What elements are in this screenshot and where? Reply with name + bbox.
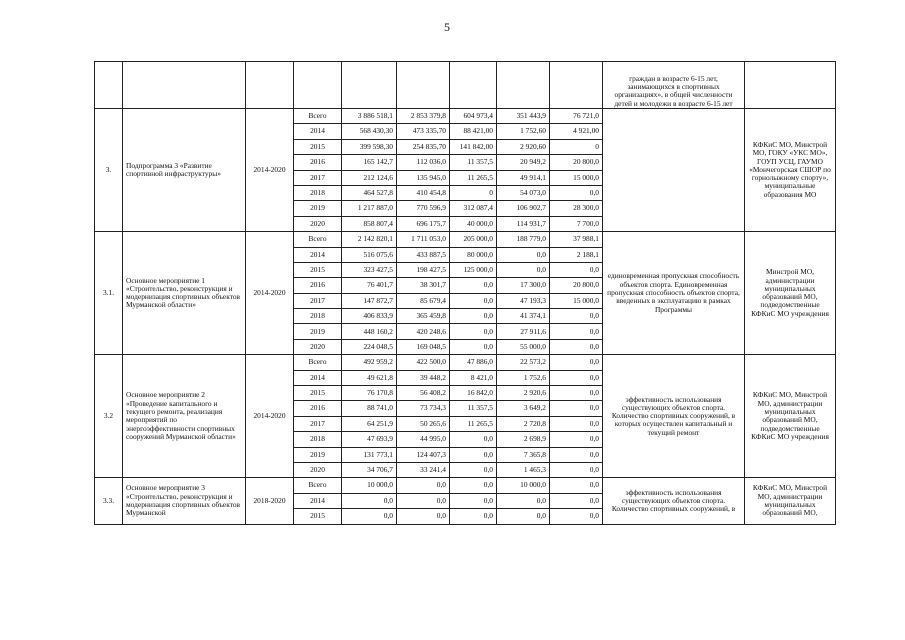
year-cell: 2019 xyxy=(294,447,342,462)
year-cell: 2016 xyxy=(294,155,342,170)
executor-cell: КФКиС МО, Минстрой МО, администрации муниципальных образований МО, xyxy=(745,478,836,524)
local-budget-value: 20 949,2 xyxy=(497,155,550,170)
local-budget-value: 41 374,1 xyxy=(497,309,550,324)
federal-budget-value: 11 357,5 xyxy=(450,401,497,416)
section-period: 2018-2020 xyxy=(246,478,294,524)
total-value: 49 621,8 xyxy=(342,370,397,385)
table-row xyxy=(95,355,836,370)
year-cell: 2016 xyxy=(294,278,342,293)
other-source-value: 4 921,00 xyxy=(550,124,603,139)
total-value: 64 251,9 xyxy=(342,416,397,431)
other-source-value: 0,0 xyxy=(550,355,603,370)
other-source-value: 15 000,0 xyxy=(550,170,603,185)
table-row xyxy=(95,232,836,247)
year-cell: 2020 xyxy=(294,462,342,477)
section-title: Основное мероприятие 2 «Проведение капитального и текущего ремонта, реализация мероприятий по энергоэффективности спортивных сооружений Мурманской области» xyxy=(123,355,246,478)
local-budget-value: 106 902,7 xyxy=(497,201,550,216)
federal-budget-value: 88 421,00 xyxy=(450,124,497,139)
regional-budget-value: 696 175,7 xyxy=(397,216,450,231)
year-cell: 2017 xyxy=(294,293,342,308)
section-index: 3.3. xyxy=(95,478,123,524)
year-cell: 2016 xyxy=(294,401,342,416)
local-budget-value: 188 779,0 xyxy=(497,232,550,247)
other-source-value: 0,0 xyxy=(550,493,603,508)
federal-budget-value: 0,0 xyxy=(450,309,497,324)
other-source-value: 0,0 xyxy=(550,262,603,277)
other-source-value: 7 700,0 xyxy=(550,216,603,231)
year-cell: 2014 xyxy=(294,493,342,508)
federal-budget-value: 0 xyxy=(450,185,497,200)
regional-budget-value: 198 427,5 xyxy=(397,262,450,277)
year-cell: 2019 xyxy=(294,201,342,216)
federal-budget-value: 80 000,0 xyxy=(450,247,497,262)
regional-budget-value: 254 835,70 xyxy=(397,139,450,154)
page-number: 5 xyxy=(444,20,450,34)
local-budget-value: 0,0 xyxy=(497,493,550,508)
regional-budget-value: 135 945,0 xyxy=(397,170,450,185)
section-title: Основное мероприятие 3 «Строительство, реконструкция и модернизация спортивных объектов Мурманской xyxy=(123,478,246,524)
total-value: 212 124,6 xyxy=(342,170,397,185)
local-budget-value: 55 000,0 xyxy=(497,339,550,354)
local-budget-value: 0,0 xyxy=(497,247,550,262)
regional-budget-value: 433 887,5 xyxy=(397,247,450,262)
other-source-value: 76 721,0 xyxy=(550,109,603,124)
total-value: 406 833,9 xyxy=(342,309,397,324)
year-cell: 2015 xyxy=(294,386,342,401)
total-value: 1 217 887,0 xyxy=(342,201,397,216)
federal-budget-value: 0,0 xyxy=(450,324,497,339)
other-source-value: 0,0 xyxy=(550,386,603,401)
local-budget-value: 7 365,8 xyxy=(497,447,550,462)
program-table xyxy=(94,61,836,525)
year-cell: 2018 xyxy=(294,309,342,324)
federal-budget-value: 11 265,5 xyxy=(450,170,497,185)
year-cell: 2020 xyxy=(294,216,342,231)
regional-budget-value: 0,0 xyxy=(397,509,450,524)
year-cell: Всего xyxy=(294,478,342,493)
regional-budget-value: 56 408,2 xyxy=(397,386,450,401)
section-index: 3.2 xyxy=(95,355,123,478)
regional-budget-value: 1 711 053,0 xyxy=(397,232,450,247)
local-budget-value: 0,0 xyxy=(497,509,550,524)
other-source-value: 20 800,0 xyxy=(550,278,603,293)
local-budget-value: 10 000,0 xyxy=(497,478,550,493)
total-value: 47 693,9 xyxy=(342,432,397,447)
year-cell: 2015 xyxy=(294,139,342,154)
other-source-value: 0,0 xyxy=(550,416,603,431)
other-source-value: 15 000,0 xyxy=(550,293,603,308)
total-value: 10 000,0 xyxy=(342,478,397,493)
year-cell: 2018 xyxy=(294,432,342,447)
total-value: 224 048,5 xyxy=(342,339,397,354)
regional-budget-value: 169 048,5 xyxy=(397,339,450,354)
federal-budget-value: 0,0 xyxy=(450,462,497,477)
local-budget-value: 1 465,3 xyxy=(497,462,550,477)
section-index: 3.1. xyxy=(95,232,123,355)
regional-budget-value: 2 853 379,8 xyxy=(397,109,450,124)
section-title: Подпрограмма 3 «Развитие спортивной инфраструктуры» xyxy=(123,109,246,232)
other-source-value: 0,0 xyxy=(550,432,603,447)
other-source-value: 0 xyxy=(550,139,603,154)
year-cell: Всего xyxy=(294,109,342,124)
indicator-cell: единовременная пропускная способность объектов спорта. Единовременная пропускная способность объектов спорта, введенных в эксплуатацию в рамках Программы xyxy=(603,232,745,355)
federal-budget-value: 0,0 xyxy=(450,293,497,308)
regional-budget-value: 73 734,3 xyxy=(397,401,450,416)
total-value: 3 886 518,1 xyxy=(342,109,397,124)
indicator-cell: эффективность использования существующих объектов спорта. Количество спортивных сооружений, в xyxy=(603,478,745,524)
regional-budget-value: 112 036,0 xyxy=(397,155,450,170)
federal-budget-value: 205 000,0 xyxy=(450,232,497,247)
local-budget-value: 3 649,2 xyxy=(497,401,550,416)
total-value: 0,0 xyxy=(342,509,397,524)
regional-budget-value: 0,0 xyxy=(397,478,450,493)
other-source-value: 0,0 xyxy=(550,462,603,477)
year-cell: 2019 xyxy=(294,324,342,339)
local-budget-value: 2 920,60 xyxy=(497,139,550,154)
federal-budget-value: 141 842,00 xyxy=(450,139,497,154)
federal-budget-value: 8 421,0 xyxy=(450,370,497,385)
other-source-value: 0,0 xyxy=(550,447,603,462)
total-value: 131 773,1 xyxy=(342,447,397,462)
local-budget-value: 2 698,9 xyxy=(497,432,550,447)
local-budget-value: 22 573,2 xyxy=(497,355,550,370)
regional-budget-value: 422 500,0 xyxy=(397,355,450,370)
section-period: 2014-2020 xyxy=(246,109,294,232)
federal-budget-value: 312 087,4 xyxy=(450,201,497,216)
year-cell: 2014 xyxy=(294,247,342,262)
year-cell: 2017 xyxy=(294,170,342,185)
year-cell: 2017 xyxy=(294,416,342,431)
local-budget-value: 1 752,60 xyxy=(497,124,550,139)
total-value: 2 142 820,1 xyxy=(342,232,397,247)
total-value: 0,0 xyxy=(342,493,397,508)
regional-budget-value: 44 995,0 xyxy=(397,432,450,447)
other-source-value: 0,0 xyxy=(550,478,603,493)
section-index: 3. xyxy=(95,109,123,232)
local-budget-value: 27 911,6 xyxy=(497,324,550,339)
regional-budget-value: 124 407,3 xyxy=(397,447,450,462)
local-budget-value: 114 931,7 xyxy=(497,216,550,231)
total-value: 464 527,8 xyxy=(342,185,397,200)
regional-budget-value: 50 265,6 xyxy=(397,416,450,431)
executor-cell: Минстрой МО, администрации муниципальных образований МО, подведомственные КФКиС МО учреждения xyxy=(745,232,836,355)
regional-budget-value: 473 335,70 xyxy=(397,124,450,139)
indicator-cell: граждан в возрасте 6-15 лет, занимающихся в спортивных организациях», в общей численности детей и молодежи в возрасте 6-15 лет xyxy=(603,62,745,109)
local-budget-value: 17 300,0 xyxy=(497,278,550,293)
indicator-cell: эффективность использования существующих объектов спорта. Количество спортивных сооружений, в которых осуществлен капитальный и текущий ремонт xyxy=(603,355,745,478)
total-value: 323 427,5 xyxy=(342,262,397,277)
local-budget-value: 49 914,1 xyxy=(497,170,550,185)
federal-budget-value: 11 357,5 xyxy=(450,155,497,170)
federal-budget-value: 11 265,5 xyxy=(450,416,497,431)
local-budget-value: 0,0 xyxy=(497,262,550,277)
table-row xyxy=(95,109,836,124)
total-value: 147 872,7 xyxy=(342,293,397,308)
regional-budget-value: 365 459,8 xyxy=(397,309,450,324)
federal-budget-value: 0,0 xyxy=(450,339,497,354)
regional-budget-value: 33 241,4 xyxy=(397,462,450,477)
other-source-value: 0,0 xyxy=(550,309,603,324)
federal-budget-value: 0,0 xyxy=(450,478,497,493)
local-budget-value: 2 920,6 xyxy=(497,386,550,401)
other-source-value: 0,0 xyxy=(550,401,603,416)
regional-budget-value: 85 679,4 xyxy=(397,293,450,308)
section-title: Основное мероприятие 1 «Строительство, реконструкция и модернизация спортивных объектов Мурманской области» xyxy=(123,232,246,355)
regional-budget-value: 420 248,6 xyxy=(397,324,450,339)
section-period: 2014-2020 xyxy=(246,232,294,355)
total-value: 492 959,2 xyxy=(342,355,397,370)
other-source-value: 0,0 xyxy=(550,185,603,200)
total-value: 568 430,30 xyxy=(342,124,397,139)
federal-budget-value: 16 842,0 xyxy=(450,386,497,401)
other-source-value: 0,0 xyxy=(550,370,603,385)
regional-budget-value: 39 448,2 xyxy=(397,370,450,385)
total-value: 448 160,2 xyxy=(342,324,397,339)
federal-budget-value: 604 973,4 xyxy=(450,109,497,124)
total-value: 399 598,30 xyxy=(342,139,397,154)
federal-budget-value: 0,0 xyxy=(450,509,497,524)
other-source-value: 2 188,1 xyxy=(550,247,603,262)
other-source-value: 28 300,0 xyxy=(550,201,603,216)
total-value: 858 807,4 xyxy=(342,216,397,231)
year-cell: 2020 xyxy=(294,339,342,354)
total-value: 516 075,6 xyxy=(342,247,397,262)
year-cell: 2015 xyxy=(294,262,342,277)
year-cell: Всего xyxy=(294,232,342,247)
total-value: 165 142,7 xyxy=(342,155,397,170)
total-value: 88 741,0 xyxy=(342,401,397,416)
local-budget-value: 1 752,6 xyxy=(497,370,550,385)
total-value: 34 706,7 xyxy=(342,462,397,477)
regional-budget-value: 410 454,8 xyxy=(397,185,450,200)
total-value: 76 401,7 xyxy=(342,278,397,293)
federal-budget-value: 0,0 xyxy=(450,447,497,462)
other-source-value: 0,0 xyxy=(550,509,603,524)
federal-budget-value: 0,0 xyxy=(450,493,497,508)
other-source-value: 0,0 xyxy=(550,339,603,354)
local-budget-value: 351 443,9 xyxy=(497,109,550,124)
federal-budget-value: 125 000,0 xyxy=(450,262,497,277)
year-cell: Всего xyxy=(294,355,342,370)
executor-cell: КФКиС МО, Минстрой МО, администрации муниципальных образований МО, подведомственные КФКиС МО учреждения xyxy=(745,355,836,478)
local-budget-value: 54 073,0 xyxy=(497,185,550,200)
year-cell: 2014 xyxy=(294,124,342,139)
year-cell: 2014 xyxy=(294,370,342,385)
executor-cell: КФКиС МО, Минстрой МО, ГОКУ «УКС МО», ГОУП УСЦ, ГАУМО «Мончегорская СШОР по горнолыжному спорту», муниципальные образования МО xyxy=(745,109,836,232)
total-value: 76 170,8 xyxy=(342,386,397,401)
other-source-value: 0,0 xyxy=(550,324,603,339)
federal-budget-value: 0,0 xyxy=(450,278,497,293)
other-source-value: 20 800,0 xyxy=(550,155,603,170)
regional-budget-value: 770 596,9 xyxy=(397,201,450,216)
other-source-value: 37 988,1 xyxy=(550,232,603,247)
regional-budget-value: 38 301,7 xyxy=(397,278,450,293)
federal-budget-value: 47 886,0 xyxy=(450,355,497,370)
federal-budget-value: 40 000,0 xyxy=(450,216,497,231)
section-period: 2014-2020 xyxy=(246,355,294,478)
indicator-cell xyxy=(603,109,745,232)
regional-budget-value: 0,0 xyxy=(397,493,450,508)
table-row xyxy=(95,478,836,493)
local-budget-value: 2 720,8 xyxy=(497,416,550,431)
year-cell: 2015 xyxy=(294,509,342,524)
continued-row xyxy=(95,62,836,109)
federal-budget-value: 0,0 xyxy=(450,432,497,447)
local-budget-value: 47 193,3 xyxy=(497,293,550,308)
year-cell: 2018 xyxy=(294,185,342,200)
